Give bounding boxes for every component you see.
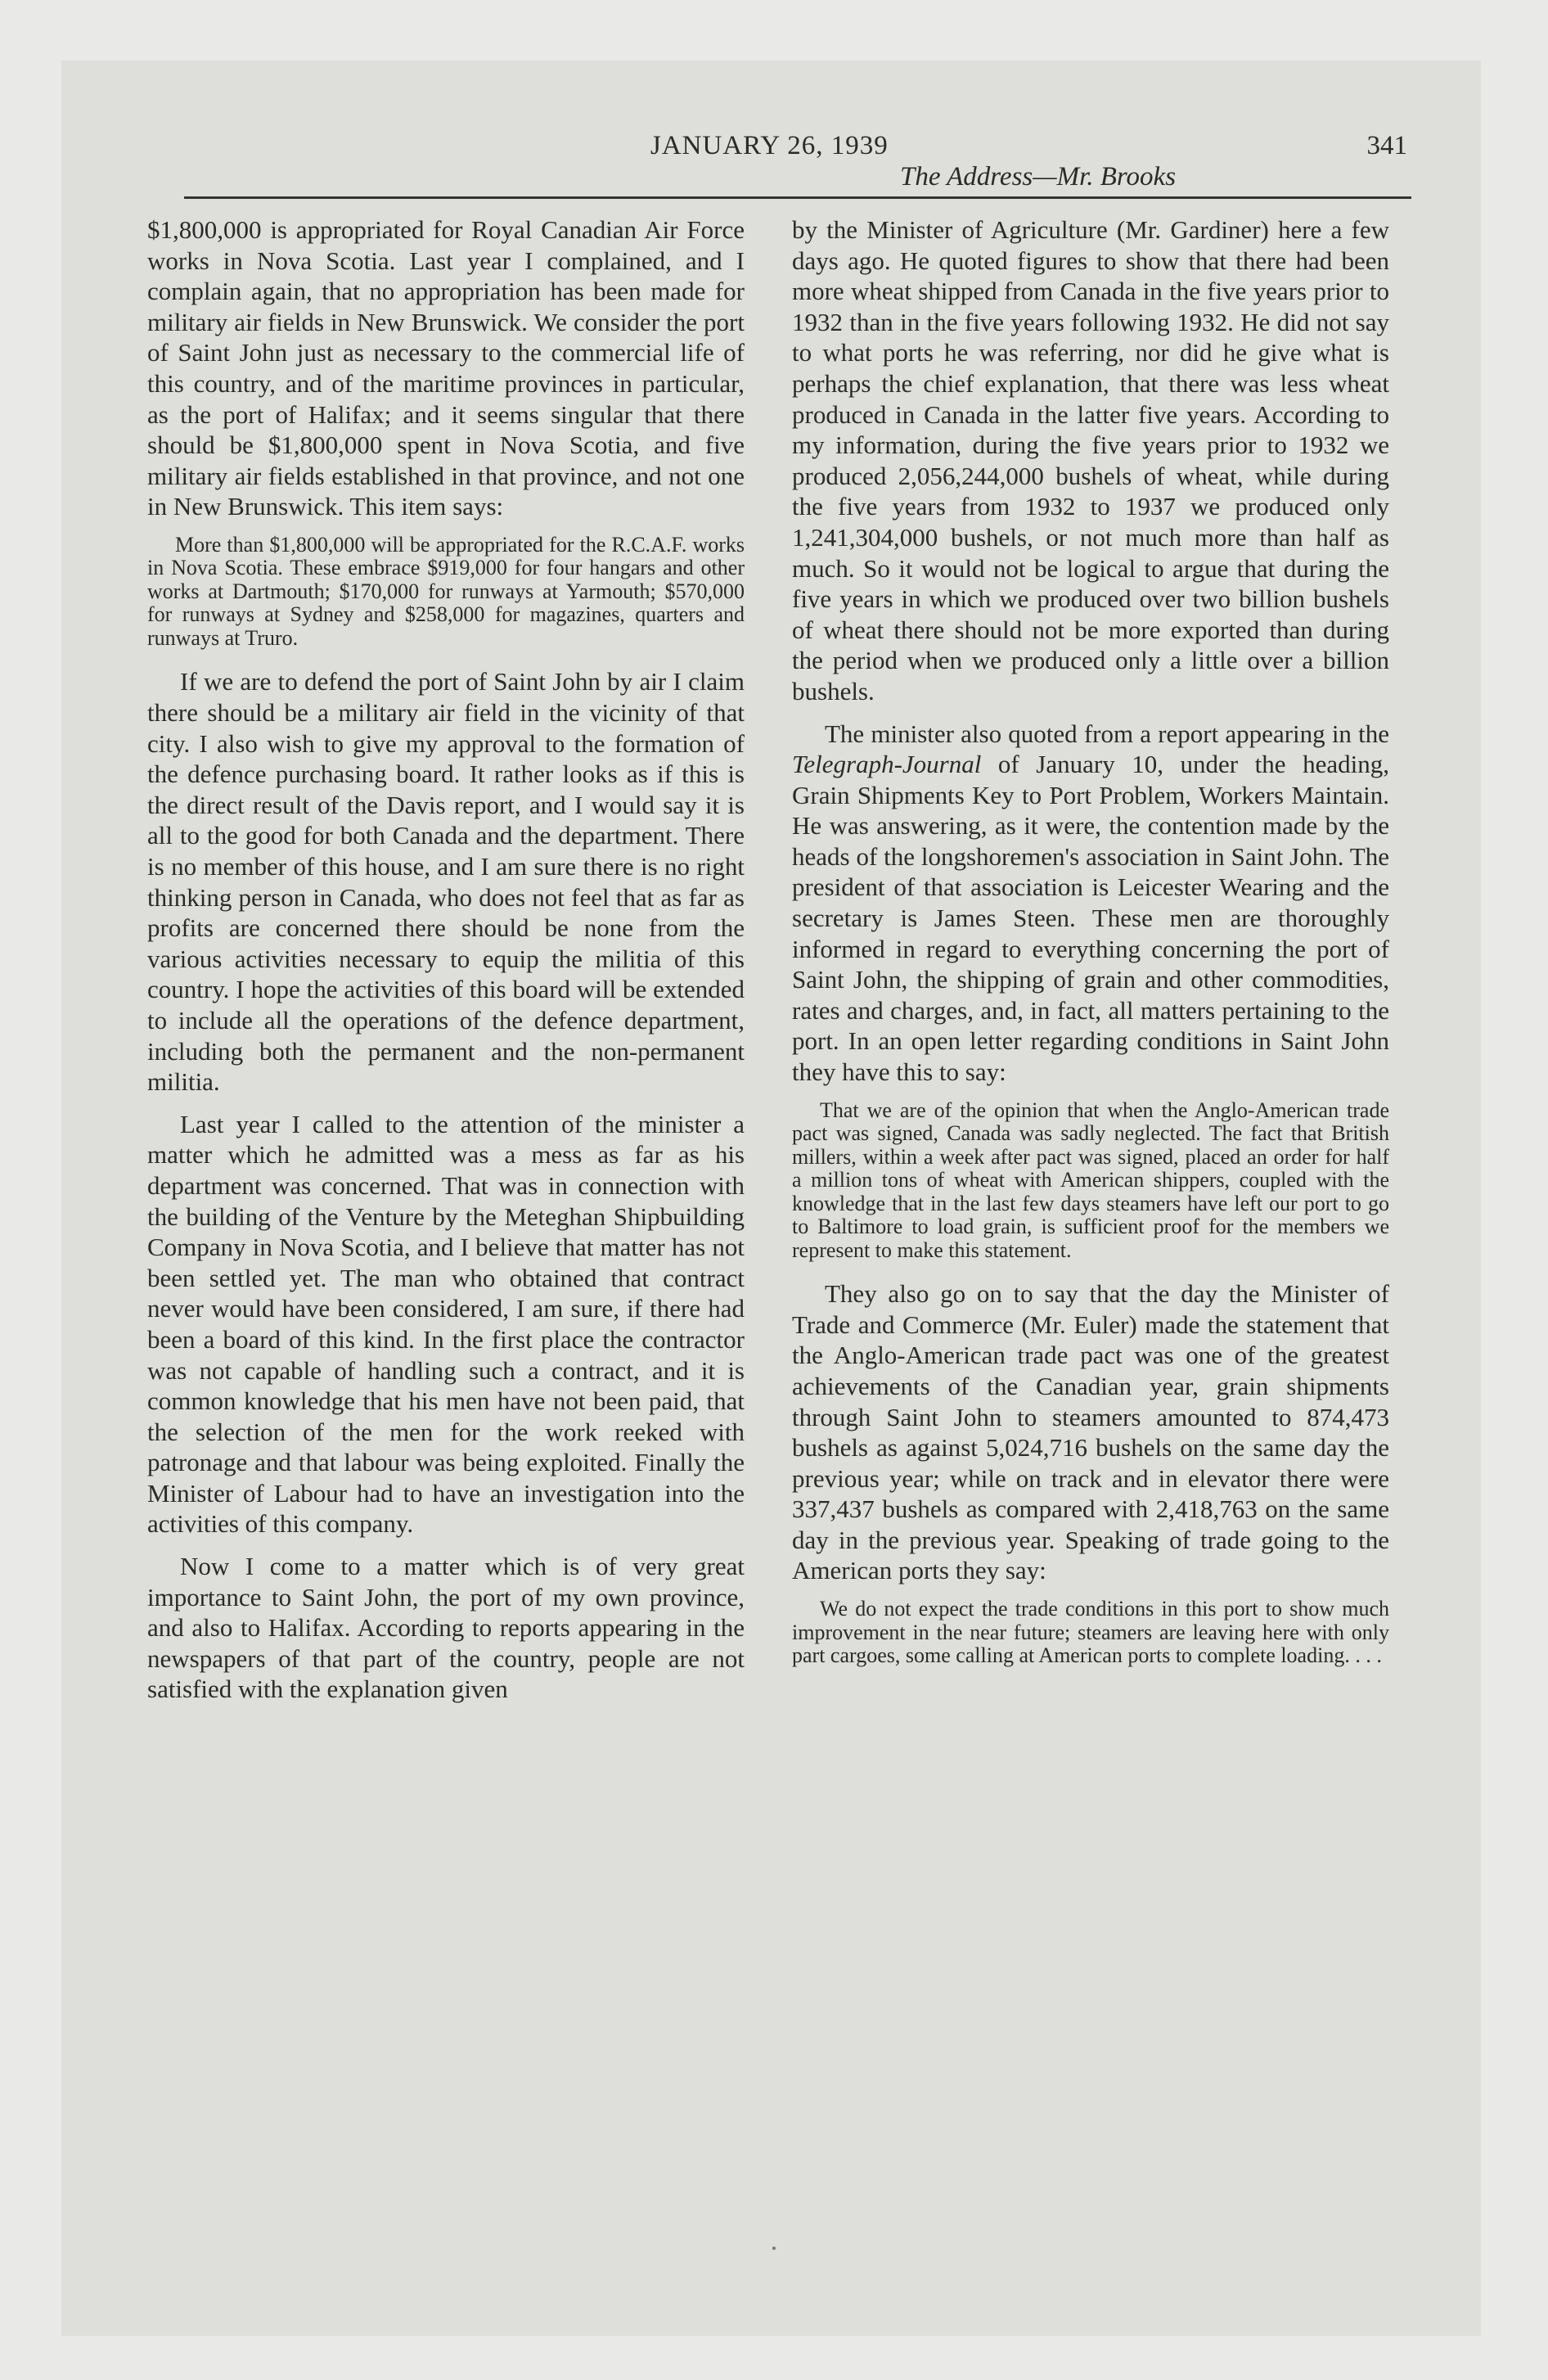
header-rule [184, 196, 1411, 199]
right-quote-2: We do not expect the trade conditions in this port to show much improvement in the near future; steamers are leaving here with only part cargoes, some calling at American ports to complete loading. . . . [792, 1597, 1389, 1668]
right-paragraph-1: by the Minister of Agriculture (Mr. Gardiner) here a few days ago. He quoted figures to show that there had been more wheat shipped from Canada in the five years prior to 1932 than in the five years following 1932. He did not say to what ports he was referring, nor did he give what is perhaps the chief explanation, that there was less wheat produced in Canada in the latter five years. According to my information, during the five years prior to 1932 we produced 2,056,244,000 bushels of wheat, while during the five years from 1932 to 1937 we produced only 1,241,304,000 bushels, or not much more than half as much. So it would not be logical to argue that during the five years in which we produced over two billion bushels of wheat there should not be more exported than during the period when we produced only a little over a billion bushels. [792, 215, 1389, 705]
right-paragraph-2-start: The minister also quoted from a report appearing in the [825, 719, 1389, 748]
header-date: JANUARY 26, 1939 [650, 131, 889, 160]
right-paragraph-2-end: of January 10, under the heading, Grain Shipments Key to Port Problem, Workers Maintain. He was answering, as it were, the contention made by the heads of the longshoremen's association in Saint John. The president of that association is Leicester Wearing and the secretary is James Steen. These men are thoroughly informed in regard to everything concerning the port of Saint John, the shipping of grain and other commodities, rates and charges, and, in fact, all matters pertaining to the port. In an open letter regarding conditions in Saint John they have this to say: [792, 750, 1389, 1087]
page-number: 341 [1366, 131, 1407, 160]
left-paragraph-1: $1,800,000 is appropriated for Royal Canadian Air Force works in Nova Scotia. Last year I complained, and I complain again, that no appropriation has been made for military air fields in New Brunswick. We consider the port of Saint John just as necessary to the commercial life of this country, and of the maritime provinces in particular, as the port of Halifax; and it seems singular that there should be $1,800,000 spent in Nova Scotia, and five military air fields established in that province, and not one in New Brunswick. This item says: [147, 215, 745, 521]
right-column [792, 214, 1389, 1684]
newspaper-title: Telegraph-Journal [792, 750, 982, 779]
left-paragraph-2: If we are to defend the port of Saint John by air I claim there should be a military air field in the vicinity of that city. I also wish to give my approval to the formation of the defence purchasing board. It rather looks as if this is the direct result of the Davis report, and I would say it is all to the good for both Canada and the department. There is no member of this house, and I am sure there is no right thinking person in Canada, who does not feel that as far as profits are concerned there should be none from the various activities necessary to equip the militia of this country. I hope the activities of this board will be extended to include all the operations of the defence department, including both the permanent and the non-permanent militia. [147, 667, 745, 1097]
right-paragraph-2 [792, 719, 1389, 1088]
right-paragraph-3: They also go on to say that the day the Minister of Trade and Commerce (Mr. Euler) made the statement that the Anglo-American trade pact was one of the greatest achievements of the Canadian year, grain shipments through Saint John to steamers amounted to 874,473 bushels as against 5,024,716 bushels on the same day the previous year; while on track and in elevator there were 337,437 bushels as compared with 2,418,763 on the same day in the previous year. Speaking of trade going to the American ports they say: [792, 1279, 1389, 1585]
left-paragraph-4: Now I come to a matter which is of very great importance to Saint John, the port of my own province, and also to Halifax. According to reports appearing in the newspapers of that part of the country, people are not satisfied with the explanation given [147, 1552, 745, 1704]
header-section-title: The Address—Mr. Brooks [900, 162, 1177, 192]
right-quote-1: That we are of the opinion that when the Anglo-American trade pact was signed, Canada was sadly neglected. The fact that British millers, within a week after pact was signed, placed an order for half a million tons of wheat with American shippers, coupled with the knowledge that in the last few days steamers have left our port to go to Baltimore to load grain, is sufficient proof for the members we represent to make this statement. [792, 1098, 1389, 1262]
print-speck [772, 2247, 776, 2250]
left-quote-1: More than $1,800,000 will be appropriated for the R.C.A.F. works in Nova Scotia. These embrace $919,000 for four hangars and other works at Dartmouth; $170,000 for runways at Yarmouth; $570,000 for runways at Sydney and $258,000 for magazines, quarters and runways at Truro. [147, 532, 745, 650]
left-column [147, 214, 745, 1716]
page-header [172, 123, 1407, 205]
left-paragraph-3: Last year I called to the attention of the minister a matter which he admitted was a mess as far as his department was concerned. That was in connection with the building of the Venture by the Meteghan Shipbuilding Company in Nova Scotia, and I believe that matter has not been settled yet. The man who obtained that contract never would have been considered, I am sure, if there had been a board of this kind. In the first place the contractor was not capable of handling such a contract, and it is common knowledge that his men have not been paid, that the selection of the men for the work reeked with patronage and that labour was being exploited. Finally the Minister of Labour had to have an investigation into the activities of this company. [147, 1109, 745, 1539]
